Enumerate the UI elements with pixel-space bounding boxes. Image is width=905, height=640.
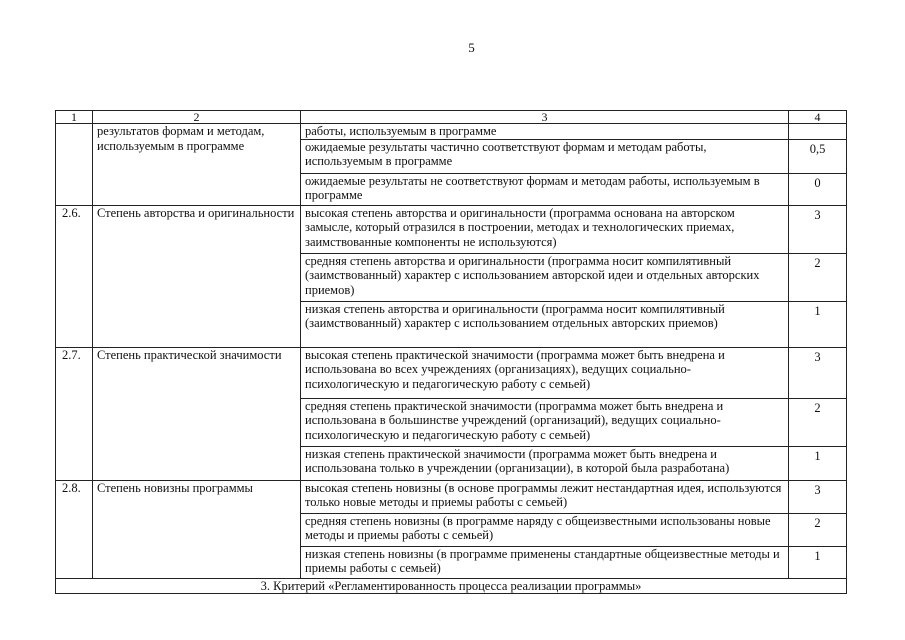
score-value: 1: [814, 303, 821, 318]
score-value: 3: [814, 207, 821, 222]
score-value: 0,5: [809, 141, 826, 156]
criterion-name: Степень авторства и оригинальности: [97, 205, 295, 220]
option-description: средняя степень практической значимости (программа может быть внедрена и использована в большинстве учреждений (организаций), ведущих социально-психологическую и педагогическую работу с семьей): [301, 398, 789, 446]
option-description: высокая степень авторства и оригинальности (программа основана на авторском замысле, который отразился в построении, методах и технологических приемах, заимствованные компоненты не используются): [301, 205, 789, 253]
criterion-name-cell: [93, 480, 301, 578]
column-header: 3: [301, 111, 789, 124]
column-header: 4: [789, 111, 847, 124]
option-score: [789, 173, 847, 205]
option-description: низкая степень новизны (в программе применены стандартные общеизвестные методы и приемы работы с семьей): [301, 546, 789, 578]
option-description: высокая степень новизны (в основе программы лежит нестандартная идея, используются только новые методы и приемы работы с семьей): [301, 480, 789, 513]
score-value: 2: [814, 400, 821, 415]
criterion-number: 2.8.: [62, 480, 81, 495]
score-value: 0: [814, 175, 821, 190]
criterion-name-cell: [93, 347, 301, 480]
option-description: ожидаемые результаты частично соответствуют формам и методам работы, используемым в программе: [301, 139, 789, 173]
criterion-number: 2.7.: [62, 347, 81, 362]
criterion-number-cell: [56, 480, 93, 578]
criterion-name-cell: [93, 205, 301, 347]
table-row: [56, 480, 847, 513]
option-score: [789, 139, 847, 173]
score-value: 1: [814, 448, 821, 463]
score-value: 1: [814, 548, 821, 563]
score-value: 3: [814, 349, 821, 364]
option-description: ожидаемые результаты не соответствуют формам и методам работы, используемым в программе: [301, 173, 789, 205]
score-value: 2: [814, 515, 821, 530]
score-value: 3: [814, 482, 821, 497]
option-description: работы, используемым в программе: [301, 124, 789, 140]
score-value: 2: [814, 255, 821, 270]
criterion-name-cell: [93, 124, 301, 206]
table-header-row: [56, 111, 847, 124]
section-heading-row: [56, 578, 847, 594]
option-description: высокая степень практической значимости (программа может быть внедрена и использована во всех учреждениях (организациях), ведущих социально-психологическую и педагогическую работу с семьей): [301, 347, 789, 398]
score-value: [793, 124, 842, 126]
criteria-table: [55, 110, 847, 594]
criterion-number: 2.6.: [62, 205, 81, 220]
criterion-name: Степень новизны программы: [97, 480, 253, 495]
option-description: низкая степень авторства и оригинальности (программа носит компилятивный (заимствованный) характер с использованием отдельных авторских приемов): [301, 301, 789, 347]
table-row: [56, 347, 847, 398]
option-score: [789, 301, 847, 347]
option-description: низкая степень практической значимости (программа может быть внедрена и использована только в учреждении (организации), в которой была разработана): [301, 446, 789, 480]
criterion-name: результатов формам и методам, используемым в программе: [97, 124, 265, 153]
page-number: 5: [468, 40, 475, 55]
option-score: [789, 347, 847, 398]
option-score: [789, 513, 847, 546]
criterion-number-cell: [56, 347, 93, 480]
option-score: [789, 480, 847, 513]
option-score: [789, 205, 847, 253]
option-description: средняя степень новизны (в программе наряду с общеизвестными использованы новые методы и приемы работы с семьей): [301, 513, 789, 546]
criterion-number-cell: [56, 205, 93, 347]
option-score: [789, 253, 847, 301]
option-score: [789, 124, 847, 140]
criterion-name: Степень практической значимости: [97, 347, 282, 362]
option-score: [789, 446, 847, 480]
table-row: [56, 205, 847, 253]
option-score: [789, 546, 847, 578]
option-description: средняя степень авторства и оригинальности (программа носит компилятивный (заимствованный) характер с использованием авторской идеи и отдельных авторских приемов): [301, 253, 789, 301]
column-header: 1: [56, 111, 93, 124]
criterion-number-cell: [56, 124, 93, 206]
column-header: 2: [93, 111, 301, 124]
table-row: [56, 124, 847, 140]
option-score: [789, 398, 847, 446]
section-heading: 3. Критерий «Регламентированность процесса реализации программы»: [56, 578, 847, 594]
